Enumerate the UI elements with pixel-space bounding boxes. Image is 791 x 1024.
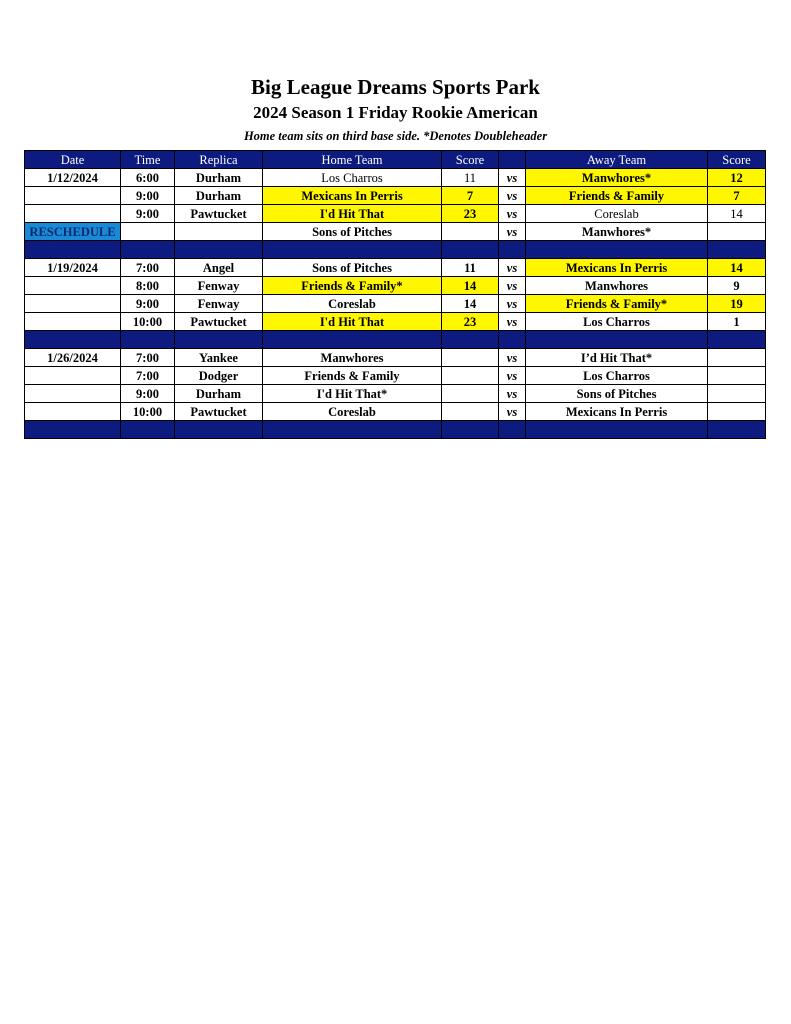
col-header-home-score: Score: [442, 151, 499, 169]
table-row: [25, 205, 766, 223]
table-row: [25, 277, 766, 295]
col-header-vs: [499, 151, 526, 169]
separator-row: [25, 241, 766, 259]
date-cell: [25, 187, 121, 205]
away-team-cell: Mexicans In Perris: [526, 403, 708, 421]
home-score-cell: 23: [442, 313, 499, 331]
away-team-cell: Manwhores*: [526, 169, 708, 187]
col-header-home-team: Home Team: [263, 151, 442, 169]
time-cell: 9:00: [121, 205, 175, 223]
page-note: Home team sits on third base side. *Denotes Doubleheader: [243, 129, 548, 143]
separator-cell: [526, 421, 708, 439]
home-score-cell: [442, 349, 499, 367]
away-score-cell: 1: [708, 313, 766, 331]
separator-cell: [708, 331, 766, 349]
separator-cell: [442, 331, 499, 349]
time-cell: 8:00: [121, 277, 175, 295]
replica-cell: Fenway: [175, 295, 263, 313]
separator-cell: [25, 421, 121, 439]
schedule-table: [24, 150, 766, 439]
table-row: [25, 169, 766, 187]
vs-cell: vs: [499, 367, 526, 385]
home-team-cell: Manwhores: [263, 349, 442, 367]
home-score-cell: [442, 223, 499, 241]
separator-cell: [121, 421, 175, 439]
away-team-cell: Mexicans In Perris: [526, 259, 708, 277]
separator-cell: [121, 241, 175, 259]
away-score-cell: [708, 385, 766, 403]
away-team-cell: Los Charros: [526, 313, 708, 331]
separator-row: [25, 421, 766, 439]
home-team-cell: Los Charros: [263, 169, 442, 187]
home-team-cell: Mexicans In Perris: [263, 187, 442, 205]
col-header-away-team: Away Team: [526, 151, 708, 169]
home-score-cell: 11: [442, 259, 499, 277]
date-cell: [25, 295, 121, 313]
separator-cell: [175, 241, 263, 259]
date-cell: 1/26/2024: [25, 349, 121, 367]
header-row: [25, 151, 766, 169]
home-score-cell: [442, 403, 499, 421]
away-score-cell: 19: [708, 295, 766, 313]
away-score-cell: [708, 367, 766, 385]
separator-cell: [442, 241, 499, 259]
away-team-cell: Manwhores*: [526, 223, 708, 241]
separator-cell: [263, 241, 442, 259]
table-row: [25, 385, 766, 403]
date-cell: [25, 367, 121, 385]
separator-cell: [25, 331, 121, 349]
vs-cell: vs: [499, 223, 526, 241]
separator-cell: [25, 241, 121, 259]
separator-cell: [499, 331, 526, 349]
time-cell: [121, 223, 175, 241]
replica-cell: Pawtucket: [175, 403, 263, 421]
away-team-cell: Sons of Pitches: [526, 385, 708, 403]
away-score-cell: 9: [708, 277, 766, 295]
date-cell: [25, 277, 121, 295]
away-score-cell: [708, 403, 766, 421]
vs-cell: vs: [499, 385, 526, 403]
replica-cell: Pawtucket: [175, 313, 263, 331]
date-cell: 1/12/2024: [25, 169, 121, 187]
home-score-cell: 14: [442, 295, 499, 313]
time-cell: 10:00: [121, 403, 175, 421]
home-team-cell: Sons of Pitches: [263, 223, 442, 241]
time-cell: 9:00: [121, 385, 175, 403]
home-team-cell: Coreslab: [263, 403, 442, 421]
home-score-cell: 11: [442, 169, 499, 187]
col-header-replica: Replica: [175, 151, 263, 169]
vs-cell: vs: [499, 169, 526, 187]
replica-cell: Durham: [175, 169, 263, 187]
table-row: [25, 367, 766, 385]
time-cell: 7:00: [121, 367, 175, 385]
separator-cell: [121, 331, 175, 349]
separator-cell: [442, 421, 499, 439]
table-row: [25, 259, 766, 277]
away-score-cell: 14: [708, 205, 766, 223]
reschedule-cell: RESCHEDULE: [25, 223, 121, 241]
home-team-cell: Sons of Pitches: [263, 259, 442, 277]
separator-row: [25, 331, 766, 349]
replica-cell: Angel: [175, 259, 263, 277]
away-team-cell: Friends & Family*: [526, 295, 708, 313]
vs-cell: vs: [499, 205, 526, 223]
table-row: [25, 223, 766, 241]
date-cell: 1/19/2024: [25, 259, 121, 277]
separator-cell: [175, 331, 263, 349]
col-header-date: Date: [25, 151, 121, 169]
table-row: [25, 403, 766, 421]
table-row: [25, 187, 766, 205]
replica-cell: Pawtucket: [175, 205, 263, 223]
home-team-cell: I'd Hit That: [263, 205, 442, 223]
replica-cell: Durham: [175, 187, 263, 205]
replica-cell: Yankee: [175, 349, 263, 367]
away-team-cell: Friends & Family: [526, 187, 708, 205]
page-title: Big League Dreams Sports Park: [251, 75, 540, 99]
home-score-cell: [442, 367, 499, 385]
home-score-cell: [442, 385, 499, 403]
time-cell: 9:00: [121, 295, 175, 313]
date-cell: [25, 313, 121, 331]
time-cell: 7:00: [121, 349, 175, 367]
date-cell: [25, 403, 121, 421]
away-team-cell: Coreslab: [526, 205, 708, 223]
separator-cell: [175, 421, 263, 439]
separator-cell: [526, 241, 708, 259]
separator-cell: [263, 421, 442, 439]
away-team-cell: Los Charros: [526, 367, 708, 385]
home-team-cell: Coreslab: [263, 295, 442, 313]
home-team-cell: I'd Hit That*: [263, 385, 442, 403]
page-subtitle: 2024 Season 1 Friday Rookie American: [253, 103, 538, 122]
replica-cell: [175, 223, 263, 241]
vs-cell: vs: [499, 187, 526, 205]
vs-cell: vs: [499, 313, 526, 331]
separator-cell: [708, 421, 766, 439]
separator-cell: [526, 331, 708, 349]
table-row: [25, 313, 766, 331]
away-score-cell: 7: [708, 187, 766, 205]
home-score-cell: 7: [442, 187, 499, 205]
away-score-cell: [708, 349, 766, 367]
vs-cell: vs: [499, 349, 526, 367]
time-cell: 10:00: [121, 313, 175, 331]
separator-cell: [708, 241, 766, 259]
date-cell: [25, 385, 121, 403]
home-team-cell: I'd Hit That: [263, 313, 442, 331]
time-cell: 6:00: [121, 169, 175, 187]
table-row: [25, 295, 766, 313]
home-team-cell: Friends & Family*: [263, 277, 442, 295]
separator-cell: [263, 331, 442, 349]
date-cell: [25, 205, 121, 223]
home-team-cell: Friends & Family: [263, 367, 442, 385]
away-team-cell: I’d Hit That*: [526, 349, 708, 367]
time-cell: 9:00: [121, 187, 175, 205]
time-cell: 7:00: [121, 259, 175, 277]
vs-cell: vs: [499, 259, 526, 277]
home-score-cell: 14: [442, 277, 499, 295]
away-score-cell: 12: [708, 169, 766, 187]
vs-cell: vs: [499, 295, 526, 313]
vs-cell: vs: [499, 277, 526, 295]
away-team-cell: Manwhores: [526, 277, 708, 295]
away-score-cell: 14: [708, 259, 766, 277]
replica-cell: Dodger: [175, 367, 263, 385]
table-row: [25, 349, 766, 367]
replica-cell: Fenway: [175, 277, 263, 295]
home-score-cell: 23: [442, 205, 499, 223]
separator-cell: [499, 241, 526, 259]
col-header-away-score: Score: [708, 151, 766, 169]
away-score-cell: [708, 223, 766, 241]
vs-cell: vs: [499, 403, 526, 421]
separator-cell: [499, 421, 526, 439]
replica-cell: Durham: [175, 385, 263, 403]
col-header-time: Time: [121, 151, 175, 169]
